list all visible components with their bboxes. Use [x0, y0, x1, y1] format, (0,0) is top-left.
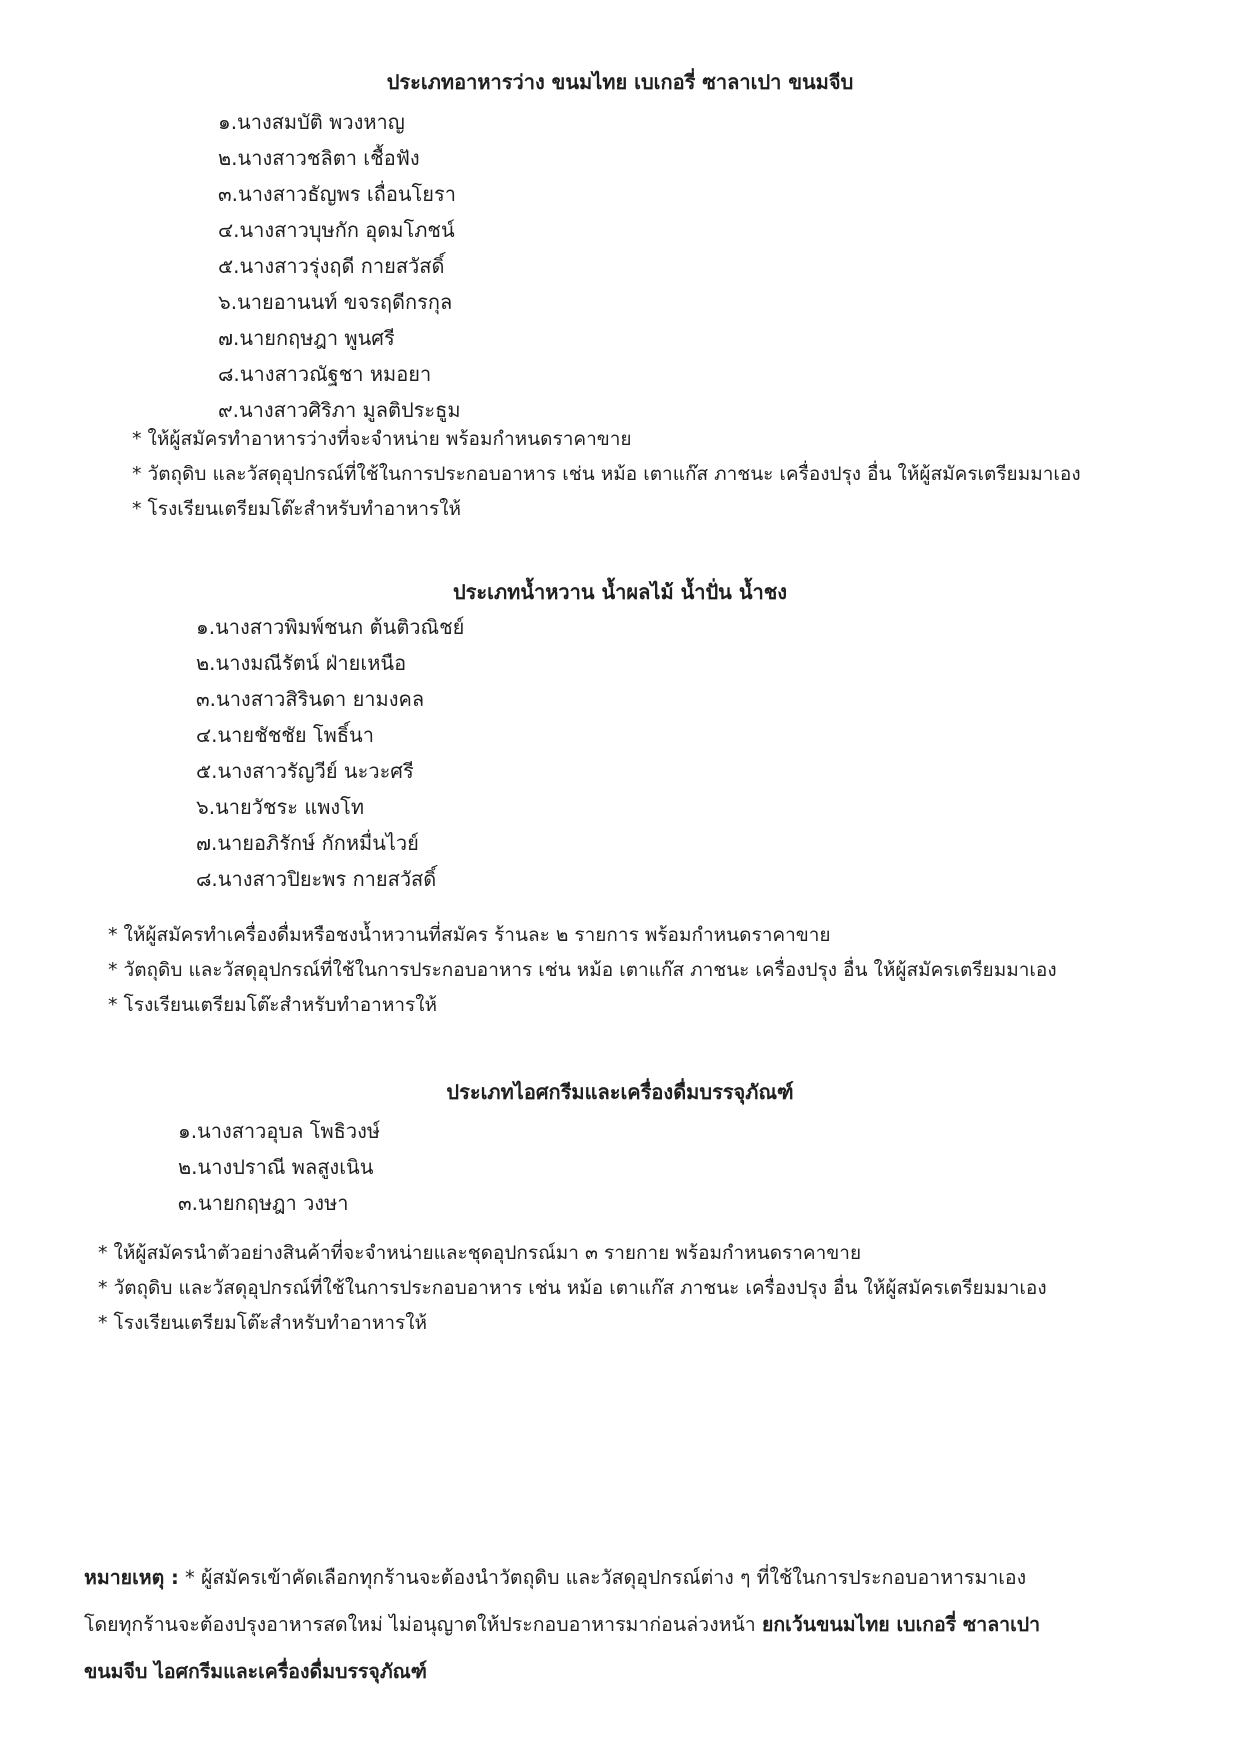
footnote-line-1 — [84, 1554, 1184, 1601]
list-item: ๒.นางมณีรัตน์ ฝ่ายเหนือ — [196, 651, 407, 675]
list-item: ๕.นางสาวรุ่งฤดี กายสวัสดิ์ — [218, 254, 445, 278]
note-item: * โรงเรียนเตรียมโต๊ะสำหรับทำอาหารให้ — [108, 994, 438, 1016]
footnote-exception-1: ยกเว้นขนมไทย เบเกอรี่ ซาลาเปา — [761, 1613, 1041, 1636]
section-heading-drinks: ประเภทน้ำหวาน น้ำผลไม้ น้ำปั่น น้ำชง — [452, 580, 788, 604]
note-item: * ให้ผู้สมัครทำเครื่องดื่มหรือชงน้ำหวานที่สมัคร ร้านละ ๒ รายการ พร้อมกำหนดราคาขาย — [108, 924, 831, 946]
list-item: ๕.นางสาวรัญวีย์ นะวะศรี — [196, 759, 414, 783]
notes-drinks — [108, 918, 1057, 1023]
footnote-exception-2: ขนมจีบ ไอศกรีมและเครื่องดื่มบรรจุภัณฑ์ — [84, 1660, 427, 1683]
note-item: * โรงเรียนเตรียมโต๊ะสำหรับทำอาหารให้ — [132, 498, 462, 520]
list-item: ๘.นางสาวณัฐชา หมอยา — [218, 362, 432, 386]
list-item: ๙.นางสาวศิริภา มูลติประธูม — [218, 398, 461, 422]
footnote-line-3 — [84, 1648, 1184, 1695]
list-item: ๔.นายชัชชัย โพธิ์นา — [196, 723, 374, 747]
note-item: * วัตถุดิบ และวัสดุอุปกรณ์ที่ใช้ในการประกอบอาหาร เช่น หม้อ เตาแก๊ส ภาชนะ เครื่องปรุง อื่น ให้ผู้สมัครเตรียมมาเอง — [98, 1277, 1047, 1299]
list-item: ๗.นายกฤษฎา พูนศรี — [218, 326, 395, 350]
notes-icecream — [98, 1236, 1047, 1341]
list-item: ๑.นางสาวอุบล โพธิวงษ์ — [178, 1119, 381, 1143]
note-item: * ให้ผู้สมัครนำตัวอย่างสินค้าที่จะจำหน่ายและชุดอุปกรณ์มา ๓ รายกาย พร้อมกำหนดราคาขาย — [98, 1242, 862, 1264]
name-list-snacks — [218, 104, 461, 428]
list-item: ๒.นางปราณี พลสูงเนิน — [178, 1155, 374, 1179]
list-item: ๓.นางสาวสิรินดา ยามงคล — [196, 687, 425, 711]
note-item: * โรงเรียนเตรียมโต๊ะสำหรับทำอาหารให้ — [98, 1312, 428, 1334]
list-item: ๖.นายวัชระ แพงโท — [196, 795, 365, 819]
note-item: * ให้ผู้สมัครทำอาหารว่างที่จะจำหน่าย พร้อมกำหนดราคาขาย — [132, 428, 632, 450]
footnote — [84, 1554, 1184, 1695]
notes-snacks — [132, 422, 1081, 527]
list-item: ๗.นายอภิรักษ์ กักหมื่นไวย์ — [196, 831, 419, 855]
list-item: ๓.นายกฤษฎา วงษา — [178, 1191, 349, 1215]
section-heading-icecream: ประเภทไอศกรีมและเครื่องดื่มบรรจุภัณฑ์ — [446, 1080, 794, 1104]
name-list-drinks — [196, 609, 464, 897]
section-heading-snacks: ประเภทอาหารว่าง ขนมไทย เบเกอรี่ ซาลาเปา ขนมจีบ — [386, 70, 854, 94]
list-item: ๘.นางสาวปิยะพร กายสวัสดิ์ — [196, 867, 437, 891]
list-item: ๖.นายอานนท์ ขจรฤดีกรกุล — [218, 290, 453, 314]
footnote-label: หมายเหตุ : — [84, 1566, 179, 1589]
footnote-text-1: * ผู้สมัครเข้าคัดเลือกทุกร้านจะต้องนำวัตถุดิบ และวัสดุอุปกรณ์ต่าง ๆ ที่ใช้ในการประกอบอาหารมาเอง — [178, 1566, 1027, 1589]
list-item: ๒.นางสาวชลิตา เชื้อฟัง — [218, 146, 420, 170]
list-item: ๑.นางสมบัติ พวงหาญ — [218, 110, 405, 134]
note-item: * วัตถุดิบ และวัสดุอุปกรณ์ที่ใช้ในการประกอบอาหาร เช่น หม้อ เตาแก๊ส ภาชนะ เครื่องปรุง อื่น ให้ผู้สมัครเตรียมมาเอง — [108, 959, 1057, 981]
note-item: * วัตถุดิบ และวัสดุอุปกรณ์ที่ใช้ในการประกอบอาหาร เช่น หม้อ เตาแก๊ส ภาชนะ เครื่องปรุง อื่น ให้ผู้สมัครเตรียมมาเอง — [132, 463, 1081, 485]
footnote-line-2 — [84, 1601, 1184, 1648]
list-item: ๓.นางสาวธัญพร เถื่อนโยรา — [218, 182, 456, 206]
name-list-icecream — [178, 1113, 380, 1221]
footnote-text-2: โดยทุกร้านจะต้องปรุงอาหารสดใหม่ ไม่อนุญาตให้ประกอบอาหารมาก่อนล่วงหน้า — [84, 1613, 762, 1636]
list-item: ๔.นางสาวบุษกัก อุดมโภชน์ — [218, 218, 455, 242]
list-item: ๑.นางสาวพิมพ์ชนก ต้นติวณิชย์ — [196, 615, 465, 639]
